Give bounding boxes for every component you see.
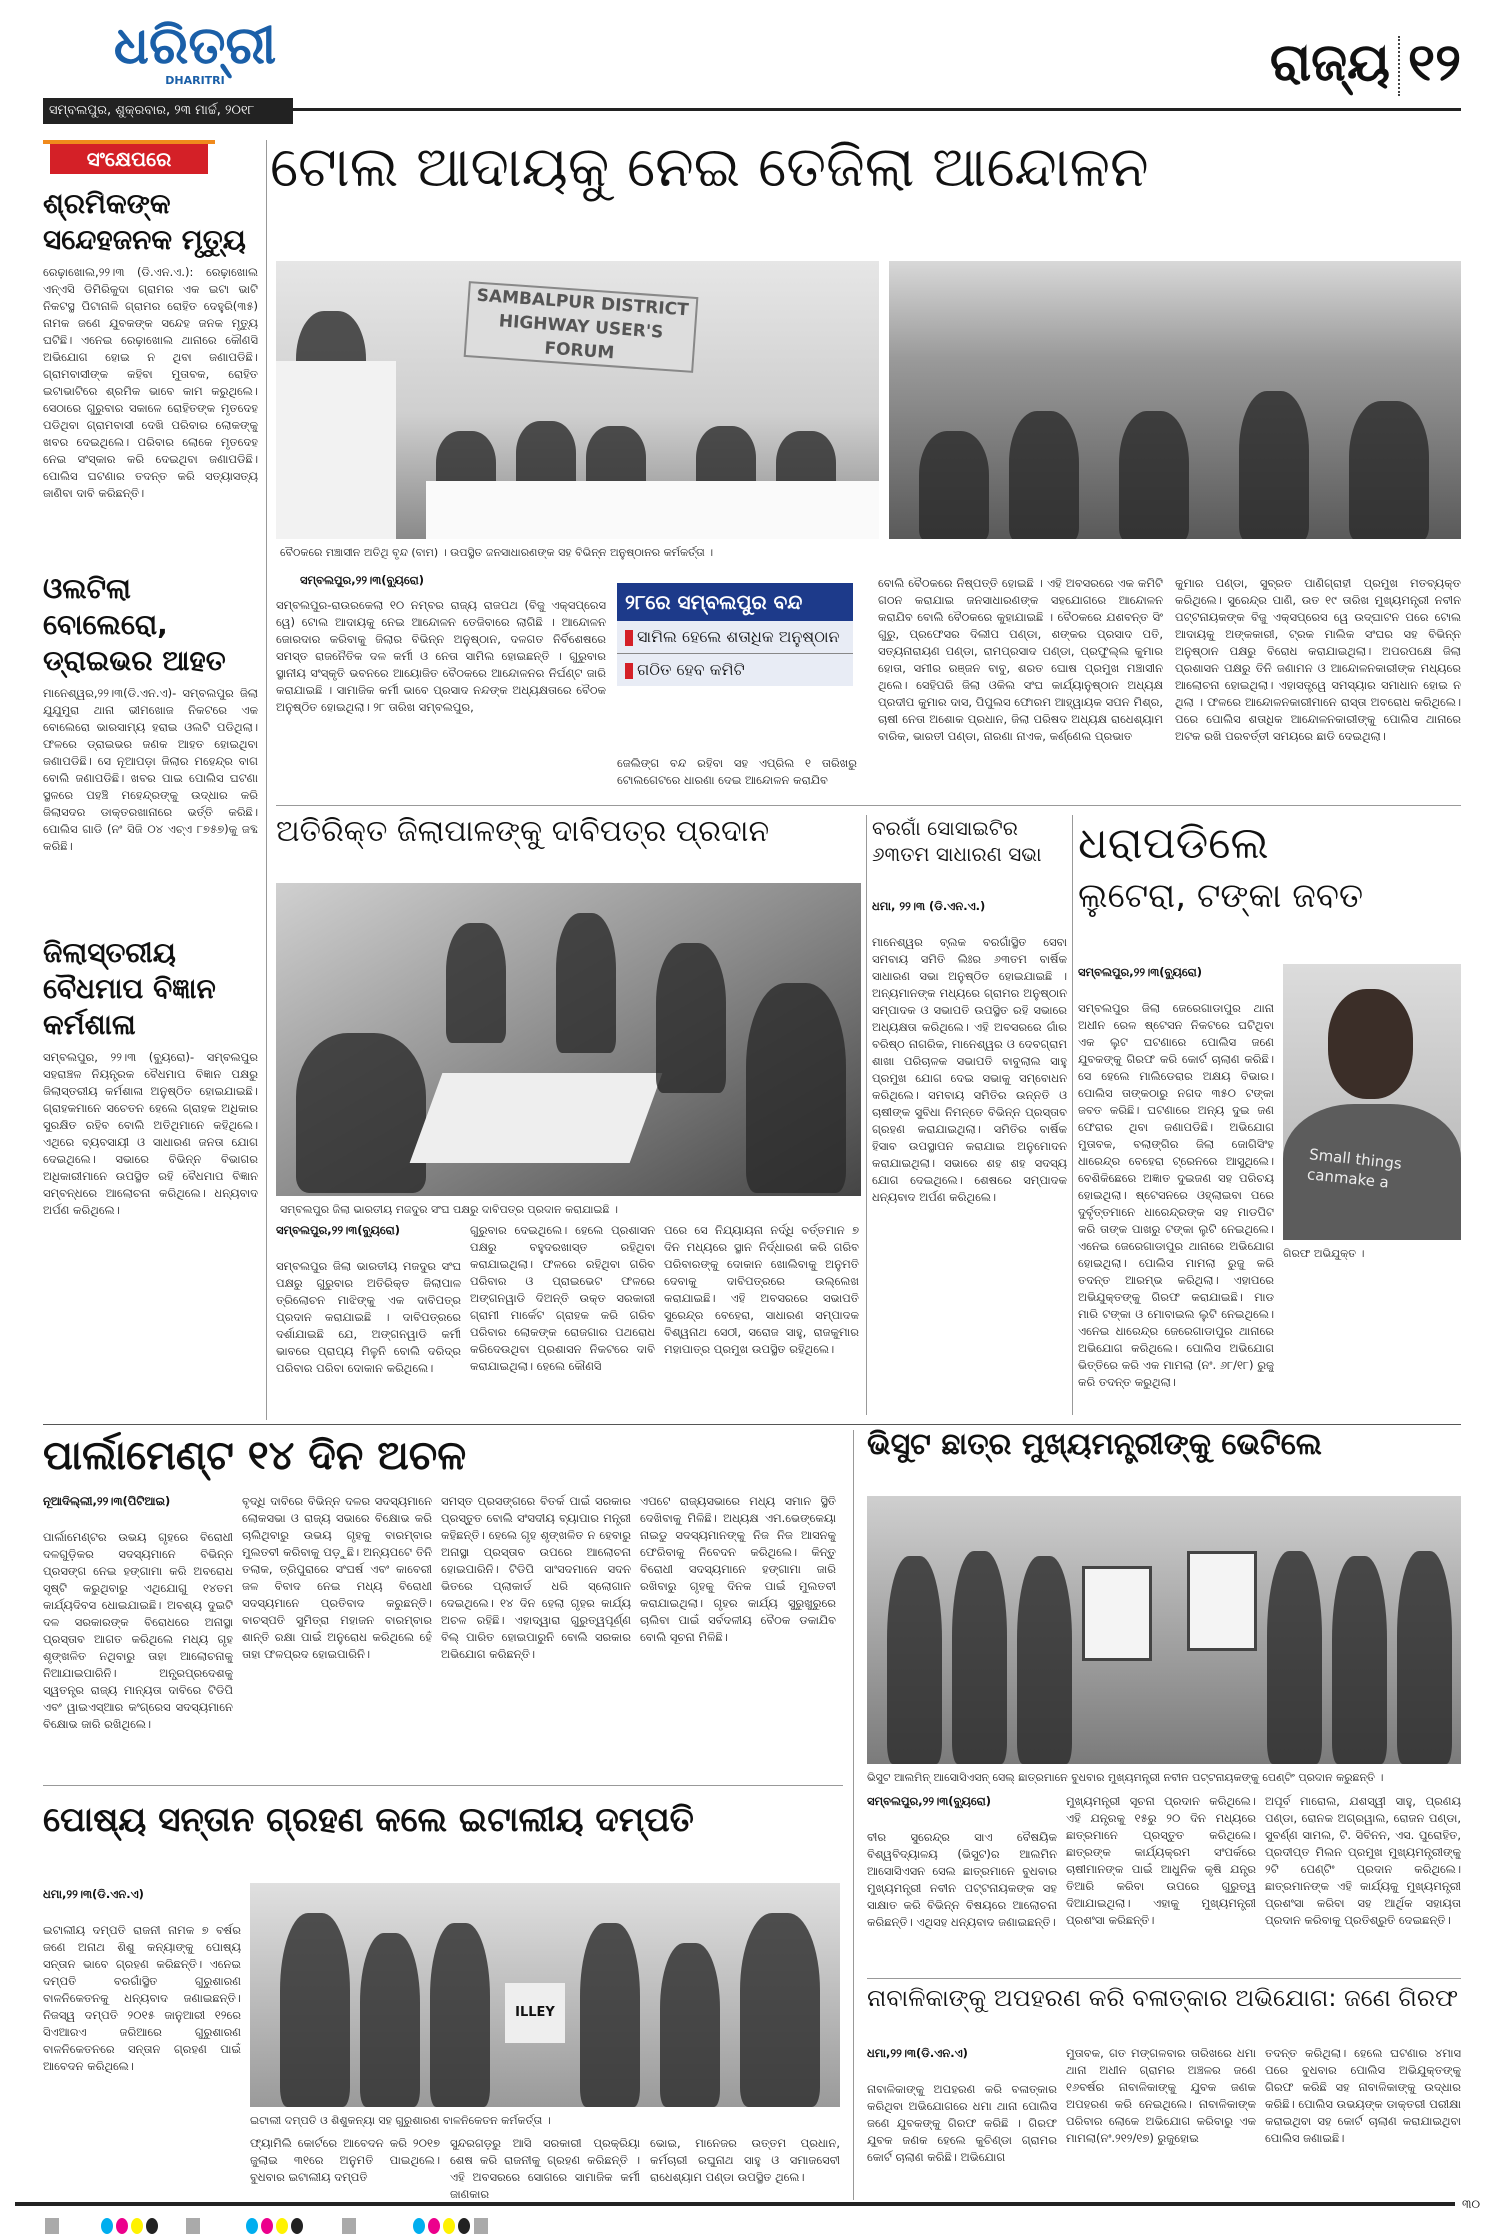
section-rule — [43, 1785, 843, 1786]
adm-photo — [276, 883, 861, 1196]
lead-byline: ସମ୍ବଲପୁର,୨୨।୩(ବ୍ୟୁରୋ) — [300, 573, 425, 587]
color-registration-dots — [101, 2218, 161, 2238]
brief-label — [43, 140, 215, 176]
divider — [1398, 36, 1400, 96]
logo-text: ଧରିତ୍ରୀ — [113, 16, 277, 76]
vssut-byline: ସମ୍ବଲପୁର,୨୨।୩(ବ୍ୟୁରୋ) — [867, 1794, 992, 1808]
section-label — [1270, 30, 1461, 96]
header-rule — [293, 108, 1461, 111]
minor-byline: ଧମା,୨୨।୩(ଡି.ଏନ.ଏ) — [867, 2046, 968, 2060]
adoption-headline: ପୋଷ୍ୟ ସନ୍ତାନ ଗ୍ରହଣ କଲେ ଇଟାଲୀୟ ଦମ୍ପତି — [43, 1800, 694, 1840]
shirt-text: canmake a — [1306, 1165, 1390, 1192]
vssut-photo — [867, 1496, 1461, 1764]
minor-column: ତଦନ୍ତ କରିଥିଲା। ହେଲେ ଘଟଣାର ୪ମାସ ପରେ ବୁଧବାର ପୋଲିସ ଅଭିଯୁକ୍ତଙ୍କୁ ଗିରଫ କରିଛି ସହ ନାବାଳିକାଙ୍କୁ ଉଦ୍ଧାର କରିଛି। ପୋଲିସ ଉଭୟଙ୍କ ଡାକ୍ତରୀ ପରୀକ୍ଷା କରାଇଥିବା ସହ କୋର୍ଟ ଚାଲାଣ କରାଯାଇଥିବା ପୋଲିସ ଜଣାଇଛି। — [1265, 2046, 1461, 2145]
lead-photo-stage — [276, 261, 879, 539]
parliament-headline: ପାର୍ଲାମେଣ୍ଟ ୧୪ ଦିନ ଅଚଳ — [43, 1433, 467, 1479]
column-rule — [1072, 815, 1073, 1415]
column-rule — [266, 140, 267, 1420]
minor-headline: ନାବାଳିକାଙ୍କୁ ଅପହରଣ କରି ବଳାତ୍କାର ଅଭିଯୋଗ: ଜଣେ ଗିରଫ — [867, 1984, 1459, 2012]
highlight-point-text: ଗଠିତ ହେବ କମିଟି — [637, 660, 745, 679]
bullet-icon — [625, 630, 633, 646]
parliament-byline: ନୂଆଦିଲ୍ଲୀ,୨୨।୩(ପିଟିଆଇ) — [43, 1494, 171, 1508]
lead-column: ଜେଲିଙ୍ଗ ବନ୍ଦ ରହିବା ସହ ଏପ୍ରିଲ ୧ ତାରିଖରୁ ଟୋଲଗେଟରେ ଧାରଣା ଦେଇ ଆନ୍ଦୋଳନ କରାଯିବ — [617, 756, 857, 787]
column-rule — [866, 815, 867, 1415]
lead-photo-audience — [889, 261, 1461, 539]
adoption-column: ଭୋଇ, ମାନେଜର ଉତ୍ତମ ପ୍ରଧାନ, କର୍ମଚାରୀ ରଘୁନାଥ ସାହୁ ଓ ସମାଜସେବୀ ରାଧେଶ୍ୟାମ ପଣ୍ଡା ଉପସ୍ଥିତ ଥିଲେ। — [650, 2136, 840, 2184]
face — [1328, 989, 1413, 1099]
footer-rule — [15, 2202, 1455, 2206]
accused-photo — [1283, 964, 1461, 1240]
banner-text: SAMBALPUR DISTRICT — [476, 285, 690, 321]
table-cloth — [426, 481, 879, 539]
painting — [1187, 1551, 1257, 1651]
robber-headline: ଧରାପଡିଲେ — [1078, 818, 1269, 869]
highlight-point-text: ସାମିଲ ହେଲେ ଶତାଧିକ ଅନୁଷ୍ଠାନ — [637, 627, 840, 646]
adoption-column: ସୁନ୍ଦରଗଡ଼ରୁ ଆସି ସରକାରୀ ପ୍ରକ୍ରିୟା ଶେଷ କରି ରାଜନୀକୁ ଗ୍ରହଣ କରିଛନ୍ତି । ଏହି ଅବସରରେ ସୋଗରେ ସାମାଜିକ କର୍ମୀ ଜାଣକାର — [450, 2136, 640, 2200]
lead-highlight-box — [617, 583, 853, 686]
adm-byline: ସମ୍ବଲପୁର,୨୨।୩(ବ୍ୟୁରୋ) — [276, 1223, 401, 1237]
column-rule — [853, 1430, 854, 2200]
lead-caption: ବୈଠକରେ ମଞ୍ଚାସୀନ ଅତିଥି ବୃନ୍ଦ (ବାମ) । ଉପସ୍ଥିତ ଜନସାଧାରଣଙ୍କ ସହ ବିଭିନ୍ନ ଅନୁଷ୍ଠାନର କର୍ମକର୍ତ୍ତା । — [280, 546, 714, 559]
registration-mark — [45, 2218, 59, 2234]
page-code: ୩୦ — [1462, 2197, 1481, 2211]
banner-text: HIGHWAY USER'S FORUM — [498, 311, 664, 364]
adm-column: ସମ୍ବଲପୁର ଜିଲା ଭାରତୀୟ ମଜଦୁର ସଂଘ ପକ୍ଷରୁ ଗୁରୁବାର ଅତିରିକ୍ତ ଜିଲାପାଳ ତ୍ରିଲୋଚନ ମାଝିଙ୍କୁ ଏକ ଦାବିପତ୍ର ପ୍ରଦାନ କରାଯାଇଛି । ଦାବିପତ୍ରରେ ଦର୍ଶାଯାଇଛି ଯେ, ଅଙ୍ଗନୱାଡି କର୍ମୀ ଭାବରେ ପ୍ରାପ୍ୟ ମିଳୁନି ବୋଲି ଦରିଦ୍ର ପରିବାର ପରିବା ଦୋକାନ କରିଥିଲେ। — [276, 1259, 461, 1375]
adoption-photo — [250, 1883, 840, 2107]
vssut-column: ମୁଖ୍ୟମନ୍ତ୍ରୀ ସୂଚନା ପ୍ରଦାନ କରିଥିଲେ। ଏହି ଯନ୍ତ୍ରକୁ ୧୫ରୁ ୨୦ ଦିନ ମଧ୍ୟରେ ଛାତ୍ରମାନେ ପ୍ରସ୍ତୁତ କରିଥିଲେ। ଛାତ୍ରଙ୍କ କାର୍ଯ୍ୟକ୍ରମ ସଂପର୍କରେ ଚାଷୀମାନଙ୍କ ପାଇଁ ଆଧୁନିକ କୃଷି ଯନ୍ତ୍ର ତିଆରି କରିବା ଉପରେ ଗୁରୁତ୍ୱ ଦିଆଯାଇଥିଲା। ଏହାକୁ ମୁଖ୍ୟମନ୍ତ୍ରୀ ପ୍ରଶଂସା କରିଛନ୍ତି। — [1066, 1794, 1256, 1927]
vssut-column: ବୀର ସୁରେନ୍ଦ୍ର ସାଏ ବୈଷୟିକ ବିଶ୍ୱବିଦ୍ୟାଳୟ (ଭିସୁଟ)ର ଆଲମିନ ଆସୋସିଏସନ ସେଲ ଛାତ୍ରମାନେ ବୁଧବାର ମୁଖ୍ୟମନ୍ତ୍ରୀ ନବୀନ ପଟ୍ଟନାୟକଙ୍କ ସହ ସାକ୍ଷାତ କରି ବିଭିନ୍ନ ବିଷୟରେ ଆଲୋଚନା କରିଛନ୍ତି। ଏଥିସହ ଧନ୍ୟବାଦ ଜଣାଇଛନ୍ତି। — [867, 1830, 1057, 1929]
brief-body: ରେଢ଼ାଖୋଲ,୨୨।୩ (ଡି.ଏନ.ଏ.): ରେଢ଼ାଖୋଲ ଏନ୍‌ଏସି ଡିମିରିକୁଦା ଗ୍ରାମର ଏକ ଇଟା ଭାଟି ନିକଟସ୍ଥ ପିଟାନାଳି ଗ୍ରାମର ରୋହିତ ଦେହୁରି(୩୫) ନାମକ ଜଣେ ଯୁବକଙ୍କ ସନ୍ଦେହ ଜନକ ମୃତ୍ୟୁ ଘଟିଛି। ଏନେଇ ରେଢ଼ାଖୋଲ ଥାନାରେ କୌଣସି ଅଭିଯୋଗ ହୋଇ ନ ଥିବା ଜଣାପଡିଛି। ଗ୍ରାମବାସୀଙ୍କ କହିବା ମୁତାବକ, ରୋହିତ ଇଟାଭାଟିରେ ଶ୍ରମିକ ଭାବେ କାମ କରୁଥିଲେ। ସେଠାରେ ଗୁରୁବାର ସକାଳେ ରୋହିତଙ୍କ ମୃତଦେହ ପଡିଥିବା ଗ୍ରାମବାସୀ ଦେଖି ପରିବାର ଲୋକଙ୍କୁ ଖବର ଦେଇଥିଲେ। ପରିବାର ଲୋକେ ମୃତଦେହ ନେଇ ସଂସ୍କାର କରି ଦେଇଥିବା ଜଣାପଡିଛି। ପୋଲିସ ଘଟଣାର ତଦନ୍ତ କରି ସତ୍ୟାସତ୍ୟ ଜାଣିବା ଦାବି କରିଛନ୍ତି। — [43, 265, 258, 500]
parliament-column: ସମସ୍ତ ପ୍ରସଙ୍ଗରେ ବିତର୍କ ପାଇଁ ସରକାର ପ୍ରସ୍ତୁତ ବୋଲି ସଂସଦୀୟ ବ୍ୟାପାର ମନ୍ତ୍ରୀ କହିଛନ୍ତି। ହେଲେ ଗୃହ ଶୃଙ୍ଖଳିତ ନ ହେବାରୁ ଅନାସ୍ଥା ପ୍ରସ୍ତାବ ଉପରେ ଆଲୋଚନା ହୋଇପାରିନି। ଟିଡିପି ସାଂସଦମାନେ ସଦନ ଭିତରେ ପ୍ଲାକାର୍ଡ ଧରି ସ୍ଲୋଗାନ ଦେଇଥିଲେ। ୧୪ ଦିନ ହେଲା ଗୃହର କାର୍ଯ୍ୟ ଅଚଳ ରହିଛି। ଏହାଦ୍ୱାରା ଗୁରୁତ୍ୱପୂର୍ଣ୍ଣ ବିଲ୍ ପାରିତ ହୋଇପାରୁନି ବୋଲି ସରକାର ଅଭିଯୋଗ କରିଛନ୍ତି। — [441, 1494, 631, 1661]
section-rule — [276, 805, 1461, 806]
desk — [410, 1073, 663, 1163]
society-headline: ବରଗାଁ ସୋସାଇଟିର ୬୩ତମ ସାଧାରଣ ସଭା — [872, 816, 1042, 866]
adoption-caption: ଇଟାଲୀ ଦମ୍ପତି ଓ ଶିଶୁକନ୍ୟା ସହ ଗୁରୁଶାରଣ ବାଳନିକେତନ କର୍ମକର୍ତ୍ତା । — [250, 2114, 551, 2127]
podium — [276, 361, 396, 539]
registration-mark — [474, 2218, 488, 2234]
adoption-side-body: ଇଟାଲୀୟ ଦମ୍ପତି ରାଜନୀ ନାମକ ୭ ବର୍ଷର ଜଣେ ଅନାଥ ଶିଶୁ କନ୍ୟାଙ୍କୁ ପୋଷ୍ୟ ସନ୍ତାନ ଭାବେ ଗ୍ରହଣ କରିଛନ୍ତି। ଏନେଇ ଦମ୍ପତି ବରଗାଁସ୍ଥିତ ଗୁରୁଶାରଣ ବାଳନିକେତନକୁ ଧନ୍ୟବାଦ ଜଣାଇଛନ୍ତି। ନିଜସ୍ୱ ଦମ୍ପତି ୨୦୧୫ ଜାନୁଆରୀ ୧୨ରେ ସିଏଆରଏ ଜରିଆରେ ଗୁରୁଶାରଣ ବାଳନିକେତନରେ ସନ୍ତାନ ଗ୍ରହଣ ପାଇଁ ଆବେଦନ କରିଥିଲେ। — [43, 1923, 241, 2073]
parliament-column: ପାର୍ଲାମେଣ୍ଟର ଉଭୟ ଗୃହରେ ବିରୋଧୀ ଦଳଗୁଡ଼ିକର ସଦସ୍ୟମାନେ ବିଭିନ୍ନ ପ୍ରସଙ୍ଗ ନେଇ ହଙ୍ଗାମା କରି ଅବରୋଧ ସୃଷ୍ଟି କରୁଥିବାରୁ ଏଥିଯୋଗୁ ୧୪ତମ କାର୍ଯ୍ୟଦିବସ ଧୋଇଯାଇଛି। ଅବଶ୍ୟ ଦୁଇଟି ଦଳ ସରକାରଙ୍କ ବିରୋଧରେ ଅନାସ୍ଥା ପ୍ରସ୍ତାବ ଆଗତ କରିଥିଲେ ମଧ୍ୟ ଗୃହ ଶୃଙ୍ଖଳିତ ନଥିବାରୁ ତାହା ଆଲୋଚନାକୁ ନିଆଯାଇପାରିନି। ଅନ୍ଧ୍ରପ୍ରଦେଶକୁ ସ୍ୱତନ୍ତ୍ର ରାଜ୍ୟ ମାନ୍ୟତା ଦାବିରେ ଟିଡିପି ଏବଂ ୱାଇଏସ୍‌ଆର କଂଗ୍ରେସ ସଦସ୍ୟମାନେ ବିକ୍ଷୋଭ ଜାରି ରଖିଥିଲେ। — [43, 1530, 233, 1731]
dateline: ସମ୍ବଲପୁର, ଶୁକ୍ରବାର, ୨୩ ମାର୍ଚ୍ଚ, ୨୦୧୮ — [43, 98, 293, 124]
tshirt: ILLEY — [505, 1983, 565, 2043]
registration-mark — [342, 2218, 356, 2234]
brief-body: ମାନେଶ୍ୱର,୨୨।୩(ଡି.ଏନ.ଏ)- ସମ୍ବଲପୁର ଜିଲା ଯୁଯୁମୁରା ଥାନା ଭୀମଖୋଜ ନିକଟରେ ଏକ ବୋଲେରୋ ଭାରସାମ୍ୟ ହରାଇ ଓଲଟି ପଡିଥିଲା। ଫଳରେ ଡ୍ରାଇଭର ଜଣକ ଆହତ ହୋଇଥିବା ଜଣାପଡିଛି। ସେ ନୂଆପଡ଼ା ଜିଲାର ମହେନ୍ଦ୍ର ବାଗ ବୋଲି ଜଣାପଡିଛି। ଖବର ପାଇ ପୋଲିସ ଘଟଣା ସ୍ଥଳରେ ପହଞ୍ଚି ମହେନ୍ଦ୍ରଙ୍କୁ ଉଦ୍ଧାର କରି ଜିଲାସଦର ଡାକ୍ତରଖାନାରେ ଭର୍ତ୍ତି କରିଛି। ପୋଲିସ ଗାଡି (ନଂ ସିଜି ୦୪ ଏଚ୍‌ଏ ୮୭୫୭)କୁ ଜବ୍ଦ କରିଛି। — [43, 686, 258, 853]
society-body: ମାନେଶ୍ୱର ବ୍ଲକ ବରଗାଁସ୍ଥିତ ସେବା ସମବାୟ ସମିତି ଲିଃର ୬୩ତମ ବାର୍ଷିକ ସାଧାରଣ ସଭା ଅନୁଷ୍ଠିତ ହୋଇଯାଇଛି । ଅନ୍ୟମାନଙ୍କ ମଧ୍ୟରେ ଗ୍ରାମର ଅନୁଷ୍ଠାନ ସମ୍ପାଦକ ଓ ସଭାପତି ଉପସ୍ଥିତ ରହି ସଭାରେ ଅଧ୍ୟକ୍ଷତା କରିଥିଲେ। ଏହି ଅବସରରେ ଗାଁର ବରିଷ୍ଠ ନାଗରିକ, ମାନେଶ୍ୱର ଓ ଦେବଗ୍ରାମ ଶାଖା ପରିଚାଳକ ସଭାପତି ବାବୁଲାଲ ସାହୁ ପ୍ରମୁଖ ଯୋଗ ଦେଇ ସଭାକୁ ସମ୍ବୋଧନ କରିଥିଲେ। ସମବାୟ ସମିତିର ଉନ୍ନତି ଓ ଚାଷୀଙ୍କ ସୁବିଧା ନିମନ୍ତେ ବିଭିନ୍ନ ପ୍ରସ୍ତାବ ଗ୍ରହଣ କରାଯାଇଥିଲା। ସମିତିର ବାର୍ଷିକ ହିସାବ ଉପସ୍ଥାପନ କରାଯାଇ ଅନୁମୋଦନ କରାଯାଇଥିଲା। ସଭାରେ ଶହ ଶହ ସଦସ୍ୟ ଯୋଗ ଦେଇଥିଲେ। ଶେଷରେ ସମ୍ପାଦକ ଧନ୍ୟବାଦ ଅର୍ପଣ କରିଥିଲେ। — [872, 935, 1067, 1204]
robber-byline: ସମ୍ବଲପୁର,୨୨।୩(ବ୍ୟୁରୋ) — [1078, 965, 1203, 979]
registration-mark — [186, 2218, 200, 2234]
lead-column: ସମ୍ବଲପୁର-ରାଉରକେଲା ୧୦ ନମ୍ବର ରାଜ୍ୟ ରାଜପଥ (ବିଜୁ ଏକ୍ସପ୍ରେସ ୱେ) ଟୋଲ ଆଦାୟକୁ ନେଇ ଆନ୍ଦୋଳନ ତେଜିବାରେ ଲାଗିଛି । ଆନ୍ଦୋଳନ ଜୋରଦାର କରିବାକୁ ଜିଲାର ବିଭିନ୍ନ ଅନୁଷ୍ଠାନ, ଦଳଗତ ନିର୍ବିଶେଷରେ ସମସ୍ତ ରାଜନୈତିକ ଦଳ କର୍ମୀ ଓ ନେତା ସାମିଲ ହୋଇଛନ୍ତି । ଗୁରୁବାର ସ୍ଥାନୀୟ ସଂସ୍କୃତି ଭବନରେ ଆୟୋଜିତ ବୈଠକରେ ଆନ୍ଦୋଳନର ନିର୍ଘଣ୍ଟ ଜାରି କରାଯାଇଛି । ସାମାଜିକ କର୍ମୀ ଭାବେ ପ୍ରସାଦ ନନ୍ଦଙ୍କ ଅଧ୍ୟକ୍ଷତାରେ ବୈଠକ ଅନୁଷ୍ଠିତ ହୋଇଥିଲା। ୨୮ ତାରିଖ ସମ୍ବଲପୁର, — [276, 598, 606, 714]
vssut-column: ଅପୂର୍ବ ମାରୋଲ, ଯଶସ୍ୱୀ ସାହୁ, ପ୍ରଣୟ ପଣ୍ଡା, ରୋନକ ଅଗ୍ରୱାଲ, ରୋଜନ ପଣ୍ଡା, ସୁବର୍ଣ୍ଣ ସାମଲ, ଟି. ସିବିନନ, ଏସ. ପୁରୋହିତ, ପ୍ରଦୀପ୍ତ ମିଲନ ପ୍ରମୁଖ ମୁଖ୍ୟମନ୍ତ୍ରୀଙ୍କୁ ୨ଟି ପେଣ୍ଟିଂ ପ୍ରଦାନ କରିଥିଲେ। ଛାତ୍ରମାନଙ୍କ ଏହି କାର୍ଯ୍ୟକୁ ମୁଖ୍ୟମନ୍ତ୍ରୀ ପ୍ରଶଂସା କରିବା ସହ ଆର୍ଥିକ ସହାୟତା ପ୍ରଦାନ କରିବାକୁ ପ୍ରତିଶ୍ରୁତି ଦେଇଛନ୍ତି। — [1265, 1794, 1461, 1927]
adoption-byline: ଧମା,୨୨।୩(ଡି.ଏନ.ଏ) — [43, 1887, 144, 1901]
bullet-icon — [625, 663, 633, 679]
vssut-headline: ଭିସୁଟ ଛାତ୍ର ମୁଖ୍ୟମନ୍ତ୍ରୀଙ୍କୁ ଭେଟିଲେ — [867, 1427, 1322, 1462]
lead-headline: ଟୋଲ ଆଦାୟକୁ ନେଇ ତେଜିଲା ଆନ୍ଦୋଳନ — [270, 135, 1149, 200]
shirt-text: Small things — [1308, 1145, 1403, 1173]
forum-banner — [464, 281, 699, 373]
parliament-column: ବୃଦ୍ଧି ଦାବିରେ ବିଭିନ୍ନ ଦଳର ସଦସ୍ୟମାନେ ଲୋକସଭା ଓ ରାଜ୍ୟ ସଭାରେ ବିକ୍ଷୋଭ କରି ଚାଲିଥିବାରୁ ଉଭୟ ଗୃହକୁ ବାରମ୍ବାର ମୁଲତବୀ କରିବାକୁ ପଡ଼ୁଛି। ଅନ୍ୟପଟେ ତିନି ତଲାକ, ତ୍ରିପୁରାରେ ସଂଘର୍ଷ ଏବଂ କାବେରୀ ଜଳ ବିବାଦ ନେଇ ମଧ୍ୟ ବିରୋଧୀ ସଦସ୍ୟମାନେ ପ୍ରତିବାଦ କରୁଛନ୍ତି। ବାଚସ୍ପତି ସୁମିତ୍ରା ମହାଜନ ବାରମ୍ବାର ଶାନ୍ତି ରକ୍ଷା ପାଇଁ ଅନୁରୋଧ କରିଥିଲେ ହେଁ ତାହା ଫଳପ୍ରଦ ହୋଇପାରିନି। — [242, 1494, 432, 1661]
adoption-column: ଫ୍ୟାମିଲି କୋର୍ଟରେ ଆବେଦନ କରି ୨୦୧୭ ଜୁଲାଇ ୩୧ରେ ଅନୁମତି ପାଇଥିଲେ। ବୁଧବାର ଇଟାଲୀୟ ଦମ୍ପତି — [250, 2136, 440, 2184]
robber-body: ସମ୍ବଲପୁର ଜିଲା ଜେରେଗାଡାପୁର ଥାନା ଅଧୀନ ରେଳ ଷ୍ଟେସନ ନିକଟରେ ଘଟିଥିବା ଏକ ଲୁଟ ଘଟଣାରେ ପୋଲିସ ଜଣେ ଯୁବକଙ୍କୁ ଗିରଫ କରି କୋର୍ଟ ଚାଲାଣ କରିଛି। ସେ ହେଲେ ମାଲିଡେରାର ଅକ୍ଷୟ ବିଭାର। ପୋଲିସ ତାଙ୍କଠାରୁ ନଗଦ ୩୫୦ ଟଙ୍କା ଜବତ କରିଛି। ଘଟଣାରେ ଅନ୍ୟ ଦୁଇ ଜଣ ଫେରାର ଥିବା ଜଣାପଡିଛି। ଅଭିଯୋଗ ମୁତାବକ, ବଲାଙ୍ଗିର ଜିଲା ଜୋଗିସିଂହ ଧାରେନ୍ଦ୍ର ବେହେରା ଟ୍ରେନରେ ଆସୁଥିଲେ। ବେଶିକିଛେରେ ଅଜ୍ଞାତ ଦୁଇଜଣ ସହ ପରିଚୟ ହୋଇଥିଲା। ଷ୍ଟେସନରେ ଓହ୍ଲାଇବା ପରେ ଦୁର୍ବୃତ୍ତମାନେ ଧାରେନ୍ଦ୍ରଙ୍କ ସହ ମାଡପିଟ କରି ତାଙ୍କ ପାଖରୁ ଟଙ୍କା ଲୁଟି ନେଇଥିଲେ। ଏନେଇ ଜେରେଗାଡାପୁର ଥାନାରେ ଅଭିଯୋଗ ହୋଇଥିଲା। ପୋଲିସ ମାମଲା ରୁଜୁ କରି ତଦନ୍ତ ଆରମ୍ଭ କରିଥିଲା। ଏହାପରେ ଅଭିଯୁକ୍ତଙ୍କୁ ଗିରଫ କରାଯାଇଛି। ମାଡ ମାରି ଟଙ୍କା ଓ ମୋବାଇଲ ଲୁଟି ନେଇଥିଲେ। ଏନେଇ ଧାରେନ୍ଦ୍ର ଜେରେଗାଡାପୁର ଥାନାରେ ଅଭିଯୋଗ କରିଥିଲେ। ପୋଲିସ ଅଭିଯୋଗ ଭିତ୍ତିରେ କରି ଏକ ମାମଲା (ନଂ. ୬୮/୧୮) ରୁଜୁ କରି ତଦନ୍ତ କରୁଥିଲା। — [1078, 1001, 1274, 1389]
brief-headline: ଶ୍ରମିକଙ୍କ ସନ୍ଦେହଜନକ ମୃତ୍ୟୁ — [43, 187, 246, 256]
page-number: ୧୨ — [1408, 33, 1461, 93]
adm-headline: ଅତିରିକ୍ତ ଜିଲାପାଳଙ୍କୁ ଦାବିପତ୍ର ପ୍ରଦାନ — [276, 814, 770, 849]
brief-column — [43, 186, 258, 1309]
society-byline: ଧମା, ୨୨।୩ (ଡି.ଏନ.ଏ.) — [872, 899, 986, 913]
highlight-title: ୨୮ରେ ସମ୍ବଲପୁର ବନ୍ଦ — [617, 583, 853, 621]
section-name: ରାଜ୍ୟ — [1269, 33, 1390, 93]
brief-headline: ଓଲଟିଲା ବୋଲେରୋ, ଡ୍ରାଇଭର ଆହତ — [43, 572, 226, 677]
adm-column: ଗୁରୁବାର ଦେଇଥିଲେ। ହେଲେ ପ୍ରଶାସନ ପକ୍ଷରୁ ବହୁଦରଖାସ୍ତ ରହିଥିବା କରାଯାଇଥିଲା। ଫଳରେ ରହିଥିବା ଗରିବ ପରିବାର ଓ ପ୍ରାଇଭେଟ ଫଳରେ ଅଙ୍ଗନୱାଡି ଦିଅନ୍ତି ଉକ୍ତ ସରକାରୀ ଗ୍ରାମୀ ମାର୍କେଟ ଗ୍ରାହକ କରି ଗରିବ ପରିବାର ଲୋକଙ୍କ ରୋଜଗାର ପଥରୋଧ କରିଦେଉଥିବା ପ୍ରଶାସନ ନିକଟରେ ଦାବି କରାଯାଇଥିଲା। ହେଲେ କୌଣସି — [470, 1223, 655, 1373]
lead-column: ବୋଲି ବୈଠକରେ ନିଷ୍ପତ୍ତି ହୋଇଛି । ଏହି ଅବସରରେ ଏକ କମିଟି ଗଠନ କରାଯାଇ ଜନସାଧାରଣଙ୍କ ସହଯୋଗରେ ଆନ୍ଦୋଳନ କରାଯିବ ବୋଲି ବୈଠକରେ କୁହାଯାଇଛି । ବୈଠକରେ ଯଶବନ୍ତ ସିଂ ଗୁରୁ, ପ୍ରଫେସର ଦିଲୀପ ପଣ୍ଡା, ଶଙ୍କର ପ୍ରସାଦ ପତି, ସତ୍ୟନାରାୟଣ ପଣ୍ଡା, ରାମପ୍ରସାଦ ପଣ୍ଡା, ପ୍ରଫୁଲ୍ଲ କୁମାର ହୋତା, ସମୀର ରଞ୍ଜନ ବାବୁ, ଶରତ ଘୋଷ ପ୍ରମୁଖ ମଞ୍ଚାସୀନ ଥିଲେ। ସେହିପରି ଜିଲା ଓକିଲ ସଂଘ କାର୍ଯ୍ୟାନୁଷ୍ଠାନ ଅଧ୍ୟକ୍ଷ ପ୍ରଦୀପ କୁମାର ଦାସ, ପିପୁଲସ ଫୋରମ ଆହ୍ୱାୟକ ସପନ ମିଶ୍ର, ଚାଷୀ ନେତା ଅଶୋକ ପ୍ରଧାନ, ଜିଲା ପରିଷଦ ଅଧ୍ୟକ୍ଷ ରାଧେଶ୍ୟାମ ବାରିକ, ଭାରତୀ ପଣ୍ଡା, ନାରଣା ନାଏକ, କର୍ଣ୍ଣେଲ ପ୍ରଭାତ — [878, 576, 1163, 743]
dharitri-logo — [110, 18, 280, 87]
adm-caption: ସମ୍ବଲପୁର ଜିଲା ଭାରତୀୟ ମଜଦୁର ସଂଘ ପକ୍ଷରୁ ଦାବିପତ୍ର ପ୍ରଦାନ କରାଯାଇଛି । — [280, 1203, 618, 1216]
brief-body: ସମ୍ବଲପୁର, ୨୨।୩ (ବ୍ୟୁରୋ)- ସମ୍ବଲପୁର ସହରାଞ୍ଚଳ ନିୟନ୍ତ୍ରକ ବୈଧମାପ ବିଜ୍ଞାନ ପକ୍ଷରୁ ଜିଲାସ୍ତରୀୟ କର୍ମଶାଳା ଅନୁଷ୍ଠିତ ହୋଇଯାଇଛି। ଗ୍ରାହକମାନେ ସଚେତନ ହେଲେ ଗ୍ରାହକ ଅଧିକାର ସୁରକ୍ଷିତ ରହିବ ବୋଲି ଅତିଥିମାନେ କହିଥିଲେ। ଏଥିରେ ବ୍ୟବସାୟୀ ଓ ସାଧାରଣ ଜନତା ଯୋଗ ଦେଇଥିଲେ। ସଭାରେ ବିଭିନ୍ନ ବିଭାଗର ଅଧିକାରୀମାନେ ଉପସ୍ଥିତ ରହି ବୈଧମାପ ବିଜ୍ଞାନ ସମ୍ବନ୍ଧରେ ଆଲୋଚନା କରିଥିଲେ। ଧନ୍ୟବାଦ ଅର୍ପଣ କରିଥିଲେ। — [43, 1050, 258, 1217]
section-rule — [43, 1424, 1461, 1425]
color-registration-dots — [246, 2218, 306, 2238]
adm-column: ପରେ ସେ ନିଯ୍ୟାୟନା ନର୍ଦ୍ଧି ବର୍ତ୍ତମାନ ୭ ଦିନ ମଧ୍ୟରେ ସ୍ଥାନ ନିର୍ଦ୍ଧାରଣ କରି ଗରିବ ପରିବାରଙ୍କୁ ଦୋକାନ ଖୋଲିବାକୁ ଅନୁମତି ଦେବାକୁ ଦାବିପତ୍ରରେ ଉଲ୍ଲେଖ କରାଯାଇଛି। ଏହି ଅବସରରେ ସଭାପତି ସୁରେନ୍ଦ୍ର ବେହେରା, ସାଧାରଣ ସମ୍ପାଦକ ବିଶ୍ୱନାଥ ସେଠୀ, ସରୋଜ ସାହୁ, ରାଜକୁମାର ମହାପାତ୍ର ପ୍ରମୁଖ ଉପସ୍ଥିତ ରହିଥିଲେ। — [664, 1223, 859, 1356]
robber-headline: ଲୁଟେରା, ଟଙ୍କା ଜବତ — [1078, 876, 1364, 916]
vssut-caption: ଭିସୁଟ ଆଲମିନ୍ ଆସୋସିଏସନ୍ ସେଲ୍ ଛାତ୍ରମାନେ ବୁଧବାର ମୁଖ୍ୟମନ୍ତ୍ରୀ ନବୀନ ପଟ୍ଟନାୟକଙ୍କୁ ପେଣ୍ଟିଂ ପ୍ରଦାନ କରୁଛନ୍ତି । — [867, 1771, 1384, 1784]
parliament-column: ଏପଟେ ରାଜ୍ୟସଭାରେ ମଧ୍ୟ ସମାନ ସ୍ଥିତି ଦେଖିବାକୁ ମିଳିଛି। ଅଧ୍ୟକ୍ଷ ଏମ.ଭେଙ୍କେୟା ନାଇଡୁ ସଦସ୍ୟମାନଙ୍କୁ ନିଜ ନିଜ ଆସନକୁ ଫେରିବାକୁ ନିବେଦନ କରିଥିଲେ। କିନ୍ତୁ ବିରୋଧୀ ସଦସ୍ୟମାନେ ହଙ୍ଗାମା ଜାରି ରଖିବାରୁ ଗୃହକୁ ଦିନକ ପାଇଁ ମୁଲତବୀ କରାଯାଇଥିଲା। ଗୃହର କାର୍ଯ୍ୟ ସୁରୁଖୁରୁରେ ଚାଲିବା ପାଇଁ ସର୍ବଦଳୀୟ ବୈଠକ ଡକାଯିବ ବୋଲି ସୂଚନା ମିଳିଛି। — [640, 1494, 836, 1644]
minor-column: ନାବାଳିକାଙ୍କୁ ଅପହରଣ କରି ବଳାତ୍କାର କରିଥିବା ଅଭିଯୋଗରେ ଧମା ଥାନା ପୋଲିସ ଜଣେ ଯୁବକଙ୍କୁ ଗିରଫ କରିଛି । ଗିରଫ ଯୁବକ ଜଣକ ହେଲେ କୁଚିଣ୍ଡା ଗ୍ରାମର କୋର୍ଟ ଚାଲାଣ କରିଛି। ଅଭିଯୋଗ — [867, 2082, 1057, 2164]
brief-headline: ଜିଲାସ୍ତରୀୟ ବୈଧମାପ ବିଜ୍ଞାନ କର୍ମଶାଳା — [43, 936, 216, 1041]
minor-column: ମୁତାବକ, ଗତ ମଙ୍ଗଳବାର ତାରିଖରେ ଧମା ଥାନା ଅଧୀନ ଗ୍ରାମର ଅଞ୍ଚଳର ଜଣେ ୧୬ବର୍ଷର ନାବାଳିକାଙ୍କୁ ଯୁବକ ଜଣକ ଅପହରଣ କରି ନେଇଥିଲେ। ନାବାଳିକାଙ୍କ ପରିବାର ଲୋକେ ଅଭିଯୋଗ କରିବାରୁ ଏକ ମାମଲା(ନଂ.୨୧୨/୧୭) ରୁଜୁହୋଇ — [1066, 2046, 1256, 2145]
logo-latin: DHARITRI — [165, 74, 225, 87]
highlight-point — [617, 621, 853, 654]
painting — [1082, 1566, 1152, 1661]
lead-column: କୁମାର ପଣ୍ଡା, ସୁବ୍ରତ ପାଣିଗ୍ରାହୀ ପ୍ରମୁଖ ମତବ୍ୟକ୍ତ କରିଥିଲେ। ସୁରେନ୍ଦ୍ର ପାଣି, ଉତ ୧୯ ତାରିଖ ମୁଖ୍ୟମନ୍ତ୍ରୀ ନବୀନ ପଟ୍ଟନାୟକଙ୍କ ବିଜୁ ଏକ୍ସପ୍ରେସ ୱେ ଉଦ୍‌ଘାଟନ ପରେ ଟୋଲ ଆଦାୟକୁ ଅଙ୍କକାରୀ, ଟ୍ରକ ମାଲିକ ସଂଘର ସହ ବିଭିନ୍ନ ଅନୁଷ୍ଠାନ ପକ୍ଷରୁ ବିରୋଧ କରାଯାଇଥିଲା। ଅପରପକ୍ଷେ ଜିଲା ପ୍ରଶାସନ ପକ୍ଷରୁ ତିନି ଜଣାମନ ଓ ଆନ୍ଦୋଳନକାରୀଙ୍କ ମଧ୍ୟରେ ଆଲୋଚନା ହୋଇଥିଲା। ଏହାସତ୍ତ୍ୱେ ସମସ୍ୟାର ସମାଧାନ ହୋଇ ନ ଥିଲା । ଫଳରେ ଆନ୍ଦୋଳନକାରୀମାନେ ରାସ୍ତା ଅବରୋଧ କରିଥିଲେ। ପରେ ପୋଲିସ ଶତାଧିକ ଆନ୍ଦୋଳନକାରୀଙ୍କୁ ପୋଲିସ ଥାନାରେ ଅଟକ ରଖି ପରବର୍ତ୍ତୀ ସମୟରେ ଛାଡି ଦେଇଥିଲା। — [1175, 576, 1461, 743]
highlight-point — [617, 654, 853, 686]
robber-caption: ଗିରଫ ଅଭିଯୁକ୍ତ । — [1283, 1247, 1365, 1260]
brief-label-text: ସଂକ୍ଷେପରେ — [50, 144, 208, 174]
section-rule — [867, 1978, 1461, 1979]
color-registration-dots — [413, 2218, 473, 2238]
